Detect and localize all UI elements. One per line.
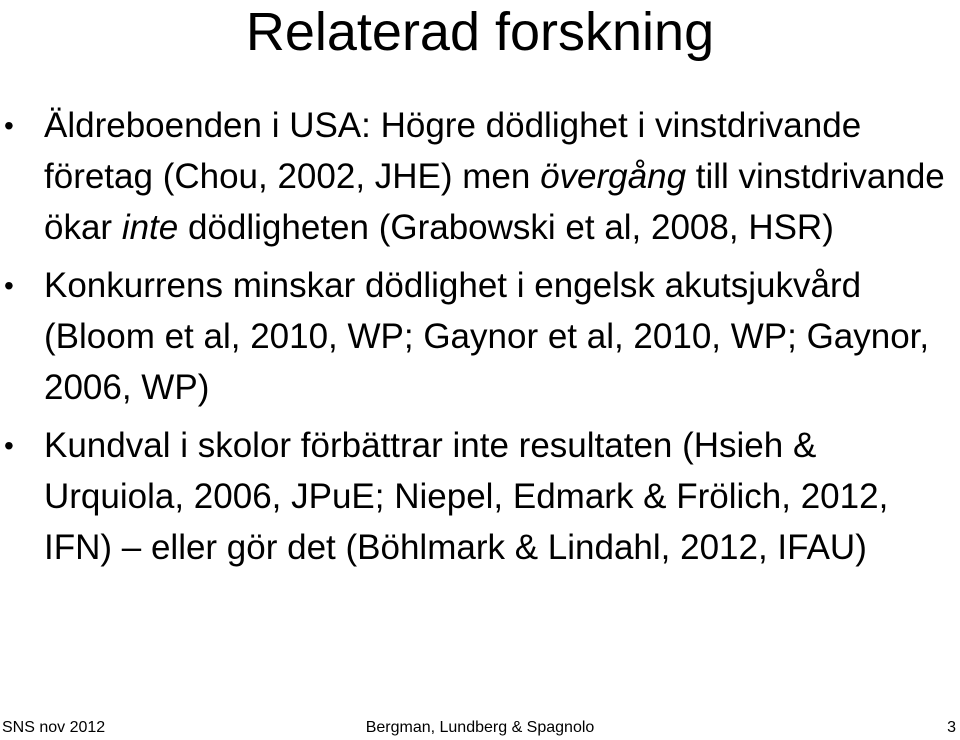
- bullet-text-segment: till vinstdrivande ökar: [44, 157, 945, 247]
- bullet-list: [0, 100, 960, 573]
- bullet-text: [44, 426, 888, 567]
- bullet-text-segment: Äldreboenden i USA: Högre dödlighet i vinstdrivande företag (Chou, 2002, JHE) men: [44, 106, 862, 196]
- slide-title: Relaterad forskning: [245, 2, 715, 62]
- bullet-text-segment: Kundval i skolor förbättrar inte resultaten (Hsieh & Urquiola, 2006, JPuE; Niepel, Edmark & Frölich, 2012, IFN) – eller gör det (Böhlmark & Lindahl, 2012, IFAU): [44, 426, 889, 567]
- bullet-dot-icon: •: [4, 270, 14, 301]
- footer-date: SNS nov 2012: [2, 719, 106, 736]
- footer-page-number: 3: [947, 719, 956, 736]
- bullet-text: [44, 266, 929, 407]
- bullet-text-emphasis: inte: [121, 208, 179, 247]
- bullet-text-emphasis: övergång: [540, 157, 687, 196]
- footer-authors: Bergman, Lundberg & Spagnolo: [365, 719, 595, 736]
- bullet-text-segment: Konkurrens minskar dödlighet i engelsk akutsjukvård (Bloom et al, 2010, WP; Gaynor et al, 2010, WP; Gaynor, 2006, WP): [44, 266, 930, 407]
- bullet-text: [44, 106, 945, 247]
- slide-footer: [0, 716, 960, 740]
- bullet-dot-icon: •: [4, 430, 14, 461]
- bullet-item-competition: [0, 260, 960, 413]
- bullet-text-segment: dödligheten (Grabowski et al, 2008, HSR): [178, 208, 834, 247]
- bullet-item-nursing-homes: [0, 100, 960, 253]
- bullet-item-school-choice: [0, 420, 960, 573]
- bullet-dot-icon: •: [4, 110, 14, 141]
